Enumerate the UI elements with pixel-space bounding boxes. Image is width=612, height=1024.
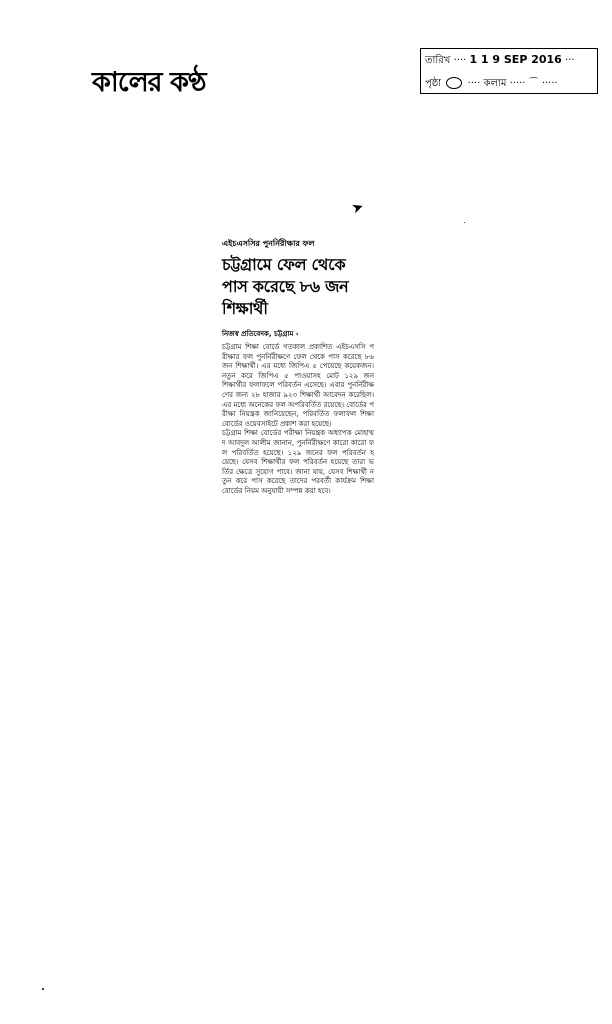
article-kicker: এইচএসসির পুনর্নিরীক্ষার ফল — [222, 239, 315, 248]
page-circle-icon — [446, 77, 462, 89]
newspaper-masthead: কালের কণ্ঠ — [92, 67, 206, 98]
speck-dot — [464, 222, 465, 223]
stamp-date-label: তারিখ — [425, 55, 451, 66]
article-paragraph: চট্টগ্রাম শিক্ষা বোর্ডে গতকাল প্রকাশিত এইচএসসি পরীক্ষার ফল পুনর্নিরীক্ষণে ফেল থেকে পাস করেছে ৮৬ জন শিক্ষার্থী। এর মধ্যে জিপিএ ৫ পেয়েছে কয়েকজন। নতুন করে জিপিএ ৫ পাওয়াসহ মোট ১২৯ জন শিক্ষার্থীর ফলাফলে পরিবর্তন এসেছে। এবার পুনর্নিরীক্ষণের জন্য ২৮ হাজার ৯২৩ শিক্ষার্থী আবেদন করেছিল। এর মধ্যে অনেকের ফল অপরিবর্তিত রয়েছে। বোর্ডের পরীক্ষা নিয়ন্ত্রক জানিয়েছেন, পরিবর্তিত ফলাফল শিক্ষা বোর্ডের ওয়েবসাইটে প্রকাশ করা হয়েছে। — [222, 343, 374, 428]
stamp-date-value: 1 1 9 SEP 2016 — [469, 53, 562, 66]
stamp-page-row: পৃষ্ঠা ···· কলাম ····· ⌒ ····· — [425, 78, 558, 89]
stamp-column-label: কলাম — [483, 78, 507, 89]
news-clipping — [222, 238, 374, 497]
date-stamp — [420, 48, 598, 94]
article-headline: চট্টগ্রামে ফেল থেকে পাস করেছে ৮৬ জন শিক্ষার্থী — [222, 255, 349, 318]
article-byline: নিজস্ব প্রতিবেদক, চট্টগ্রাম › — [222, 330, 299, 338]
arrow-mark-icon: ➤ — [349, 198, 367, 218]
speck-dot — [42, 988, 44, 990]
stamp-date-row: তারিখ ···· 1 1 9 SEP 2016 ··· — [425, 53, 575, 66]
article-paragraph: চট্টগ্রাম শিক্ষা বোর্ডের পরীক্ষা নিয়ন্ত্রক অধ্যাপক মোহাম্মদ আবদুল আলীম জানান, পুনর্নিরীক্ষণে কারো কারো ফল পরিবর্তিত হয়েছে। ১২৯ জনের ফল পরিবর্তন হয়েছে। যেসব শিক্ষার্থীর ফল পরিবর্তন হয়েছে তারা ভর্তির ক্ষেত্রে সুযোগ পাবে। জানা যায়, যেসব শিক্ষার্থী নতুন করে পাস করেছে তাদের পরবর্তী কার্যক্রম শিক্ষা বোর্ডের নিয়ম অনুযায়ী সম্পন্ন করা হবে। — [222, 429, 374, 495]
stamp-page-label: পৃষ্ঠা — [425, 78, 442, 89]
